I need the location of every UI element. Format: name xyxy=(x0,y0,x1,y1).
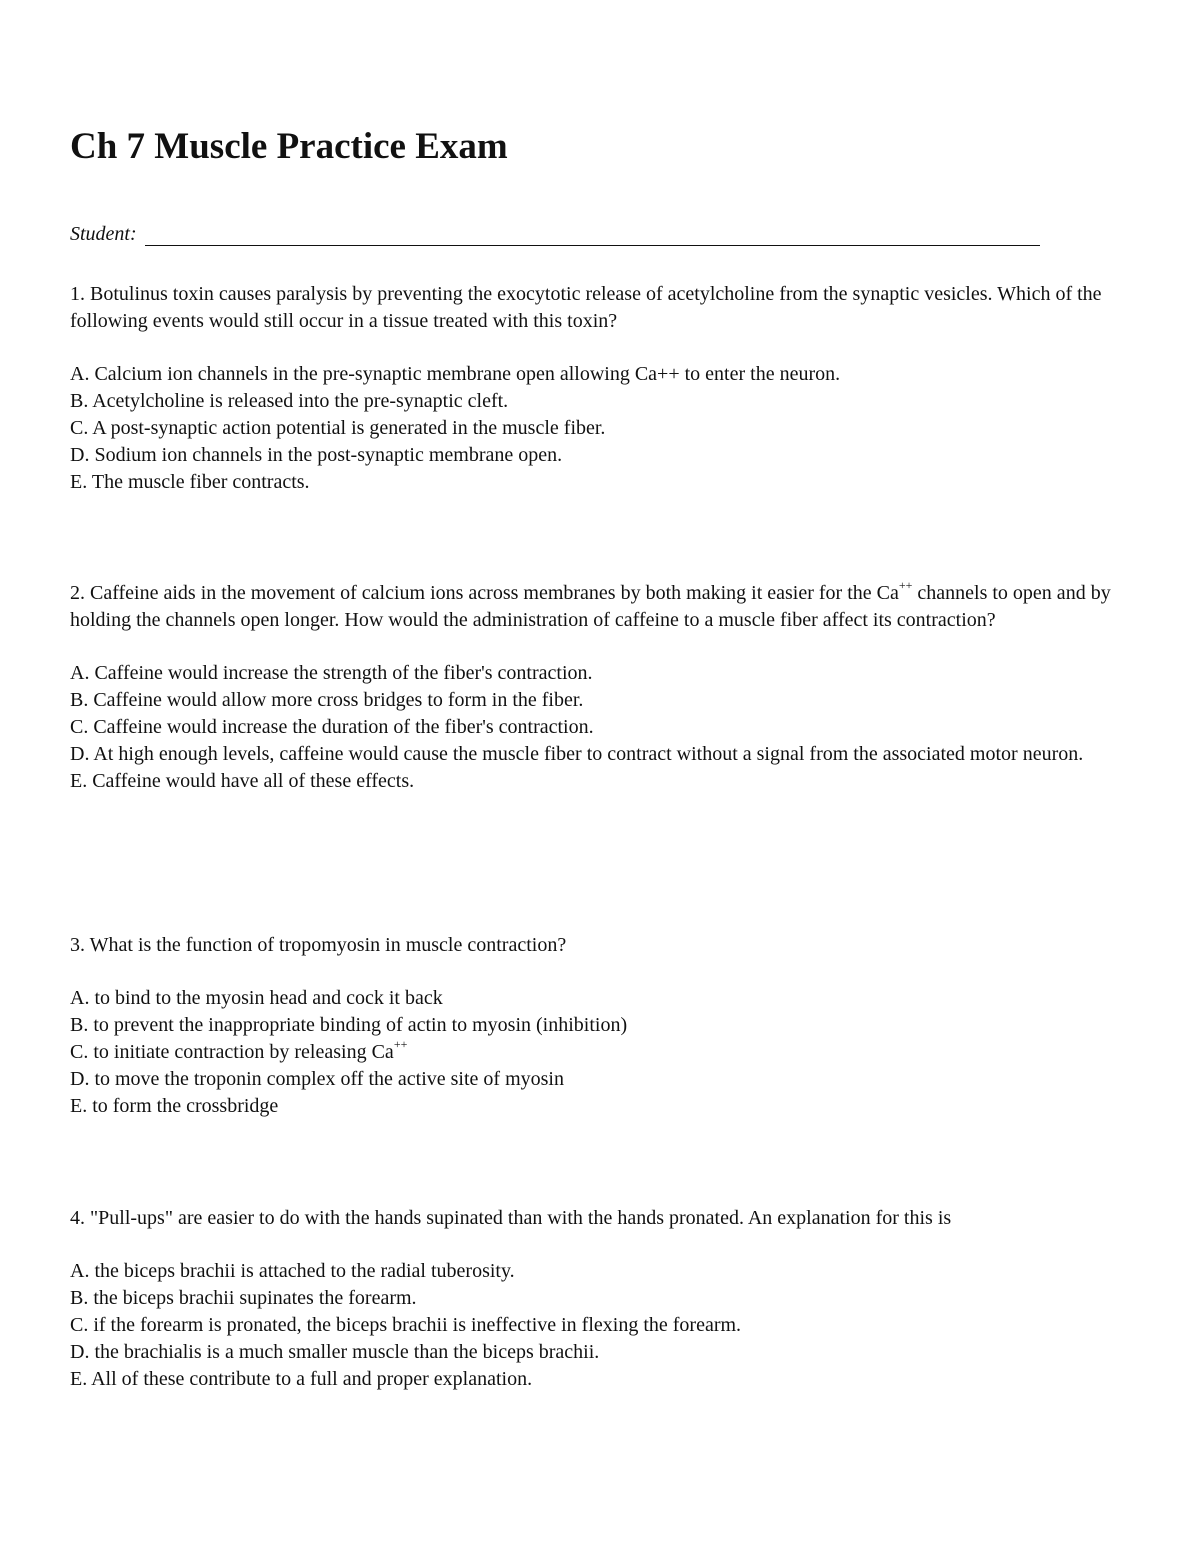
question-stem xyxy=(70,580,1140,634)
answer-option-b: B. the biceps brachii supinates the forearm. xyxy=(70,1287,417,1309)
answer-option-b: B. Caffeine would allow more cross bridges to form in the fiber. xyxy=(70,689,584,711)
option-text: C. to initiate contraction by releasing Ca xyxy=(70,1041,394,1063)
student-name-field xyxy=(70,220,1040,248)
answer-option-e: E. The muscle fiber contracts. xyxy=(70,471,310,493)
student-name-line xyxy=(145,223,1040,246)
answer-option-d: D. the brachialis is a much smaller muscle than the biceps brachii. xyxy=(70,1341,600,1363)
question-1 xyxy=(70,281,1140,496)
question-stem: 1. Botulinus toxin causes paralysis by preventing the exocytotic release of acetylcholine from the synaptic vesicles. Which of the following events would still occur in a tissue treated with this toxin? xyxy=(70,283,1102,332)
answer-option-c: C. if the forearm is pronated, the biceps brachii is ineffective in flexing the forearm. xyxy=(70,1314,742,1336)
question-stem: 3. What is the function of tropomyosin in muscle contraction? xyxy=(70,934,567,956)
question-2 xyxy=(70,580,1140,795)
answer-option-c xyxy=(70,1039,1140,1066)
answer-option-a: A. Caffeine would increase the strength of the fiber's contraction. xyxy=(70,662,593,684)
question-stem: 4. "Pull-ups" are easier to do with the hands supinated than with the hands pronated. An explanation for this is xyxy=(70,1207,952,1229)
answer-option-a: A. Calcium ion channels in the pre-synaptic membrane open allowing Ca++ to enter the neuron. xyxy=(70,363,841,385)
superscript: ++ xyxy=(898,578,913,593)
answer-option-e: E. All of these contribute to a full and proper explanation. xyxy=(70,1368,533,1390)
answer-option-b: B. Acetylcholine is released into the pre-synaptic cleft. xyxy=(70,390,509,412)
question-3 xyxy=(70,932,1140,1120)
answer-option-b: B. to prevent the inappropriate binding of actin to myosin (inhibition) xyxy=(70,1014,628,1036)
answer-option-d: D. At high enough levels, caffeine would cause the muscle fiber to contract without a signal from the associated motor neuron. xyxy=(70,743,1084,765)
answer-option-d: D. to move the troponin complex off the active site of myosin xyxy=(70,1068,564,1090)
answer-option-c: C. A post-synaptic action potential is generated in the muscle fiber. xyxy=(70,417,606,439)
stem-text: channels to open and by holding the channels open longer. How would the administration of caffeine to a muscle fiber affect its contraction? xyxy=(70,582,1111,631)
answer-option-a: A. the biceps brachii is attached to the radial tuberosity. xyxy=(70,1260,515,1282)
answer-option-c: C. Caffeine would increase the duration of the fiber's contraction. xyxy=(70,716,594,738)
stem-text: 2. Caffeine aids in the movement of calcium ions across membranes by both making it easier for the Ca xyxy=(70,582,899,604)
answer-option-e: E. to form the crossbridge xyxy=(70,1095,279,1117)
question-4 xyxy=(70,1205,1140,1393)
answer-option-e: E. Caffeine would have all of these effects. xyxy=(70,770,415,792)
answer-option-a: A. to bind to the myosin head and cock it back xyxy=(70,987,443,1009)
exam-title: Ch 7 Muscle Practice Exam xyxy=(70,126,508,167)
student-label: Student: xyxy=(70,223,137,245)
answer-option-d: D. Sodium ion channels in the post-synaptic membrane open. xyxy=(70,444,563,466)
superscript: ++ xyxy=(393,1037,408,1052)
